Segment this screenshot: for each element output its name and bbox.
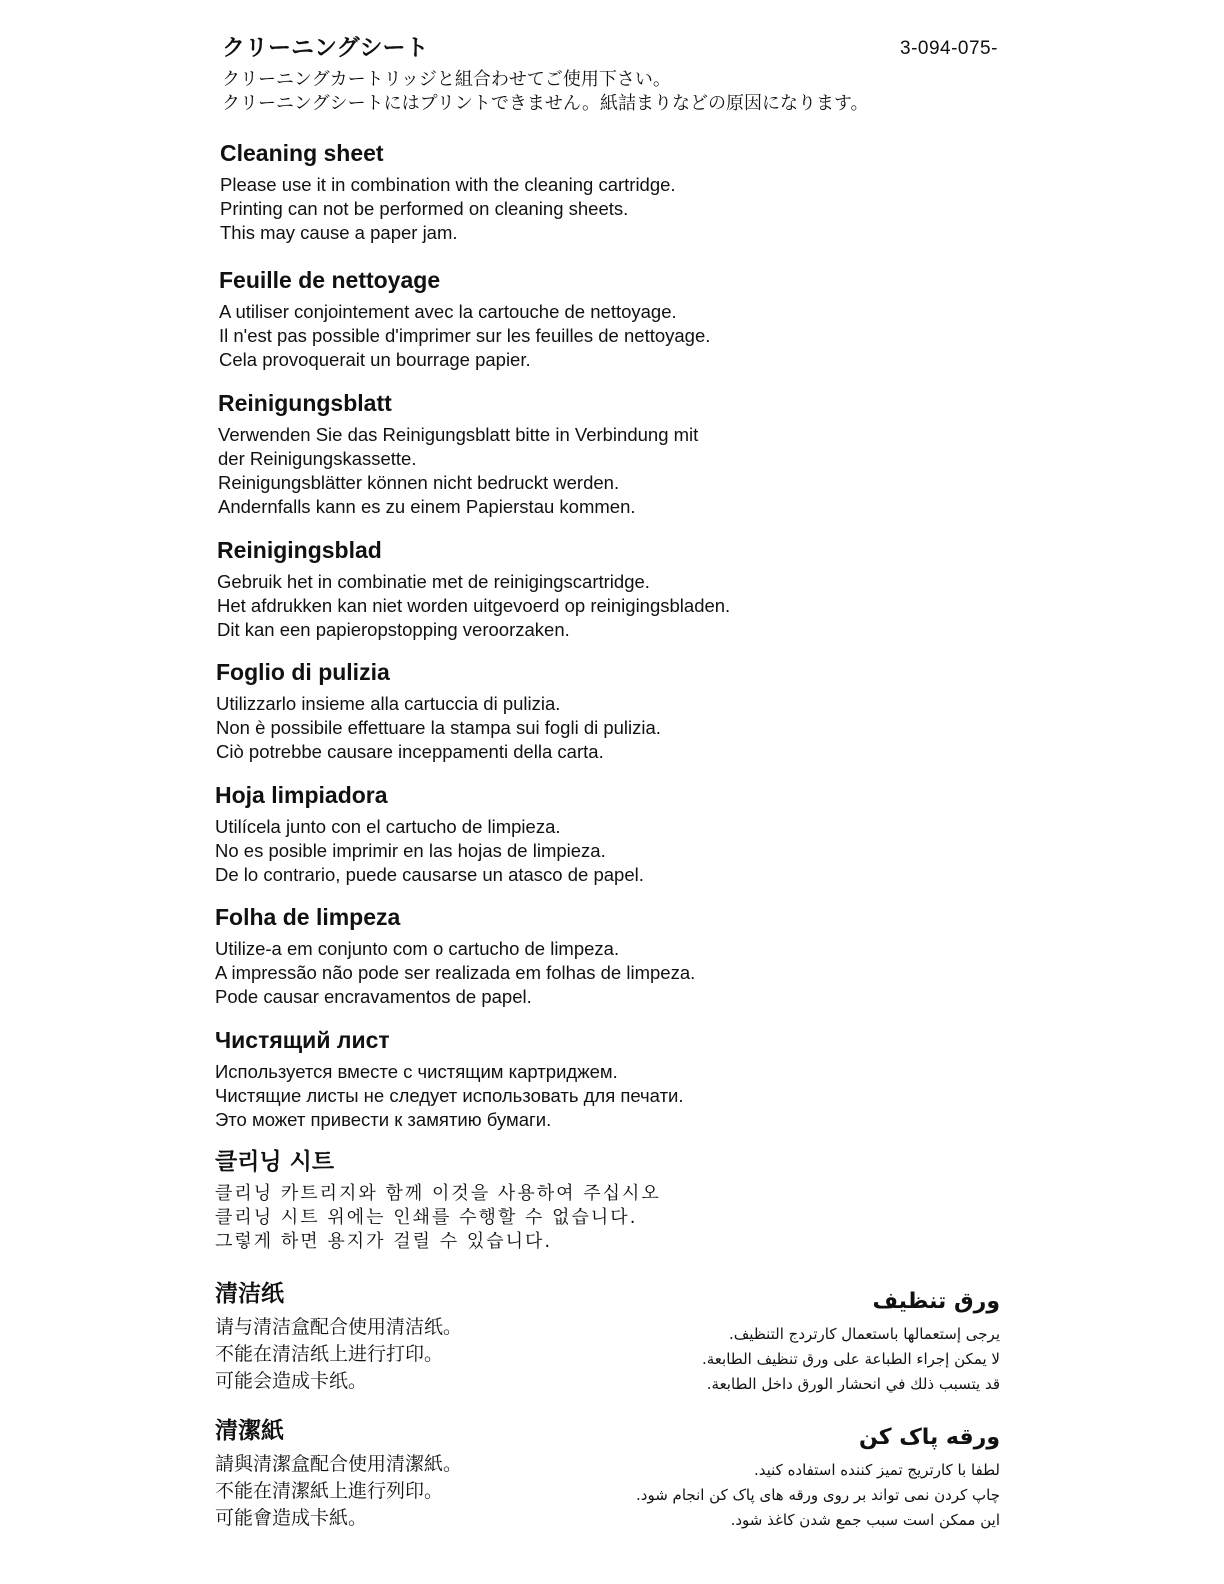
section-title: Feuille de nettoyage xyxy=(219,267,441,293)
section-italian xyxy=(216,658,661,764)
text-line: Utilizzarlo insieme alla cartuccia di pulizia. xyxy=(216,693,561,714)
section-french xyxy=(219,266,710,372)
text-line: Reinigungsblätter können nicht bedruckt werden. xyxy=(218,472,620,493)
text-line: Il n'est pas possible d'imprimer sur les feuilles de nettoyage. xyxy=(219,325,711,346)
text-line: No es posible imprimir en las hojas de limpieza. xyxy=(215,840,606,861)
text-line: Ciò potrebbe causare inceppamenti della carta. xyxy=(216,741,604,762)
text-line: Verwenden Sie das Reinigungsblatt bitte in Verbindung mit xyxy=(218,424,699,445)
section-russian xyxy=(215,1026,684,1132)
text-line: 可能会造成卡纸。 xyxy=(215,1370,368,1392)
text-line: چاپ کردن نمی تواند بر روی ورقه های پاک کن انجام شود. xyxy=(636,1486,1000,1504)
text-line: Используется вместе с чистящим картриджем. xyxy=(215,1061,618,1082)
section-title: ورقه پاک کن xyxy=(858,1425,1000,1450)
section-german xyxy=(218,389,698,519)
text-line: لطفا با کارتریج تمیز کننده استفاده کنید. xyxy=(753,1461,1000,1479)
section-title: Foglio di pulizia xyxy=(216,659,390,685)
section-title: Reinigungsblatt xyxy=(218,390,392,416)
section-chinese-traditional xyxy=(215,1417,462,1532)
text-line: لا يمكن إجراء الطباعة على ورق تنظيف الطابعة. xyxy=(702,1350,1000,1368)
text-line: 不能在清潔紙上進行列印。 xyxy=(215,1480,444,1502)
section-chinese-simplified xyxy=(215,1280,462,1395)
text-line: De lo contrario, puede causarse un atasco de papel. xyxy=(215,864,644,885)
section-title: Folha de limpeza xyxy=(215,904,401,930)
section-title: クリーニングシート xyxy=(222,35,429,61)
section-english xyxy=(220,139,676,245)
section-title: 清洁纸 xyxy=(215,1281,284,1307)
section-title: Hoja limpiadora xyxy=(215,782,388,808)
text-line: يرجى إستعمالها باستعمال كارتردج التنظيف. xyxy=(729,1325,1000,1343)
text-line: Non è possibile effettuare la stampa sui fogli di pulizia. xyxy=(216,717,661,738)
section-persian xyxy=(570,1424,1000,1533)
section-korean xyxy=(215,1148,661,1254)
text-line: 請與清潔盒配合使用清潔紙。 xyxy=(215,1453,463,1475)
section-dutch xyxy=(217,536,730,642)
section-title: 클리닝 시트 xyxy=(215,1149,335,1175)
text-line: Het afdrukken kan niet worden uitgevoerd op reinigingsbladen. xyxy=(217,595,731,616)
text-line: Это может привести к замятию бумаги. xyxy=(215,1109,552,1130)
section-title: ورق تنظيف xyxy=(872,1289,1000,1314)
section-title: Чистящий лист xyxy=(215,1027,390,1053)
text-line: 클리닝 카트리지와 함께 이것을 사용하여 주십시오 xyxy=(215,1183,661,1204)
text-line: A impressão não pode ser realizada em folhas de limpeza. xyxy=(215,962,696,983)
text-line: Printing can not be performed on cleaning sheets. xyxy=(220,198,629,219)
text-line: Cela provoquerait un bourrage papier. xyxy=(219,349,531,370)
section-portuguese xyxy=(215,903,695,1009)
text-line: 可能會造成卡紙。 xyxy=(215,1507,368,1529)
section-japanese xyxy=(222,34,869,116)
text-line: Andernfalls kann es zu einem Papierstau kommen. xyxy=(218,496,636,517)
text-line: クリーニングカートリッジと組合わせてご使用下さい。 xyxy=(222,69,671,90)
section-title: 清潔紙 xyxy=(215,1418,284,1444)
text-line: Чистящие листы не следует использовать для печати. xyxy=(215,1085,684,1106)
section-title: Reinigingsblad xyxy=(217,537,382,563)
text-line: クリーニングシートにはプリントできません。紙詰まりなどの原因になります。 xyxy=(222,93,869,114)
text-line: 不能在清洁纸上进行打印。 xyxy=(215,1343,444,1365)
section-title: Cleaning sheet xyxy=(220,140,384,166)
text-line: Utilícela junto con el cartucho de limpieza. xyxy=(215,816,561,837)
text-line: Utilize-a em conjunto com o cartucho de limpeza. xyxy=(215,938,620,959)
text-line: der Reinigungskassette. xyxy=(218,448,417,469)
text-line: This may cause a paper jam. xyxy=(220,222,458,243)
text-line: Dit kan een papieropstopping veroorzaken. xyxy=(217,619,570,640)
section-arabic xyxy=(570,1288,1000,1397)
text-line: Please use it in combination with the cleaning cartridge. xyxy=(220,174,676,195)
text-line: Gebruik het in combinatie met de reinigingscartridge. xyxy=(217,571,650,592)
text-line: قد يتسبب ذلك في انحشار الورق داخل الطابعة. xyxy=(706,1375,1000,1393)
text-line: Pode causar encravamentos de papel. xyxy=(215,986,532,1007)
text-line: 클리닝 시트 위에는 인쇄를 수행할 수 없습니다. xyxy=(215,1207,638,1228)
text-line: این ممکن است سبب جمع شدن کاغذ شود. xyxy=(730,1511,1000,1529)
text-line: A utiliser conjointement avec la cartouche de nettoyage. xyxy=(219,301,677,322)
section-spanish xyxy=(215,781,644,887)
part-number: 3-094-075- xyxy=(900,38,998,59)
text-line: 그렇게 하면 용지가 걸릴 수 있습니다. xyxy=(215,1231,553,1252)
text-line: 请与清洁盒配合使用清洁纸。 xyxy=(215,1316,463,1338)
